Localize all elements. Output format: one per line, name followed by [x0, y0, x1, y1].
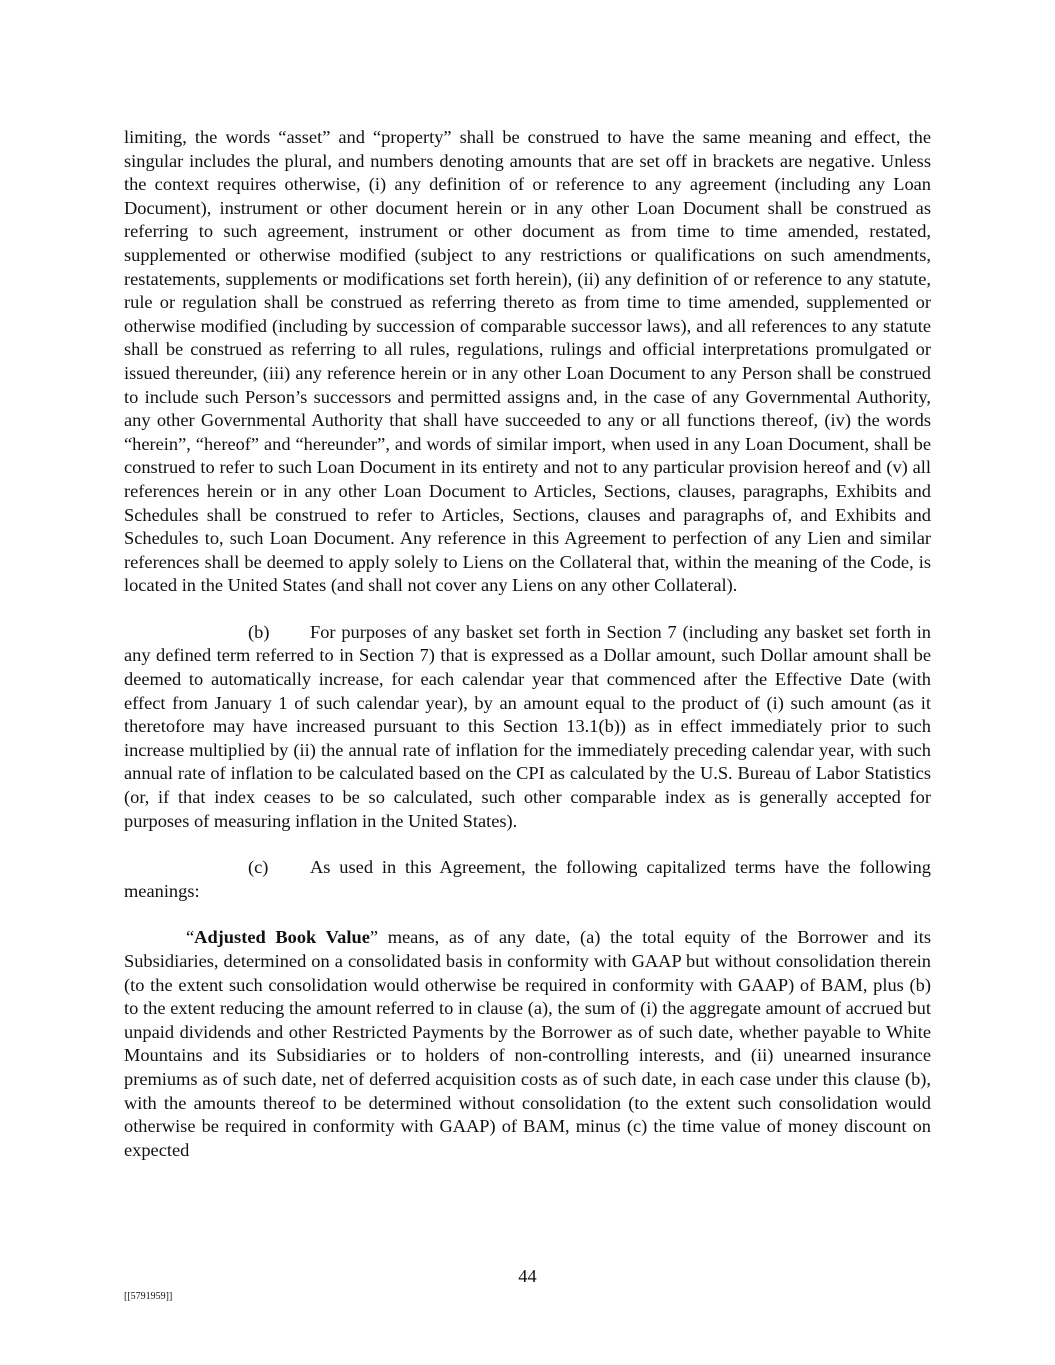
definition-adjusted-book-value — [124, 926, 931, 1162]
page-number: 44 — [518, 1266, 537, 1286]
paragraph-continued: limiting, the words “asset” and “property” shall be construed to have the same meaning and effect, the singular includes the plural, and numbers denoting amounts that are set off in brackets are negative. Unless the context requires otherwise, (i) any definition of or reference to any agreement (including any Loan Document), instrument or other document herein or in any other Loan Document shall be construed as referring to such agreement, instrument or other document as from time to time amended, restated, supplemented or otherwise modified (subject to any restrictions or qualifications on such amendments, restatements, supplements or modifications set forth herein), (ii) any definition of or reference to any statute, rule or regulation shall be construed as referring thereto as from time to time amended, supplemented or otherwise modified (including by succession of comparable successor laws), and all references to any statute shall be construed as referring to all rules, regulations, rulings and official interpretations promulgated or issued thereunder, (iii) any reference herein or in any other Loan Document to any Person shall be construed to include such Person’s successors and permitted assigns and, in the case of any Governmental Authority, any other Governmental Authority that shall have succeeded to any or all functions thereof, (iv) the words “herein”, “hereof” and “hereunder”, and words of similar import, when used in any Loan Document, shall be construed to refer to such Loan Document in its entirety and not to any particular provision hereof and (v) all references herein or in any other Loan Document to Articles, Sections, clauses, paragraphs, Exhibits and Schedules shall be construed to refer to Articles, Sections, clauses and paragraphs of, and Exhibits and Schedules to, such Loan Document. Any reference in this Agreement to perfection of any Lien and similar references shall be deemed to apply solely to Liens on the Collateral that, within the meaning of the Code, is located in the United States (and shall not cover any Liens on any other Collateral). — [124, 127, 931, 596]
paragraph-b — [124, 621, 931, 833]
document-id: [[5791959]] — [124, 1291, 173, 1302]
paragraph-c-marker: (c) — [248, 857, 269, 878]
definition-open-quote: “ — [186, 927, 195, 948]
defined-term: Adjusted Book Value — [194, 927, 370, 948]
paragraph-c — [124, 856, 931, 903]
document-body — [124, 126, 931, 1162]
paragraph-b-text: For purposes of any basket set forth in Section 7 (including any basket set forth in any defined term referred to in Section 7) that is expressed as a Dollar amount, such Dollar amount shall be deemed to automatically increase, for each calendar year that commenced after the Effective Date (with effect from January 1 of such calendar year), by an amount equal to the product of (i) such amount (as it theretofore may have increased pursuant to this Section 13.1(b)) as in effect immediately prior to such increase multiplied by (ii) the annual rate of inflation for the immediately preceding calendar year, with such annual rate of inflation to be calculated based on the CPI as calculated by the U.S. Bureau of Labor Statistics (or, if that index ceases to be so calculated, such other comparable index as is generally accepted for purposes of measuring inflation in the United States). — [124, 621, 931, 831]
paragraph-c-text: As used in this Agreement, the following capitalized terms have the following meanings: — [124, 857, 931, 901]
definition-text: ” means, as of any date, (a) the total equity of the Borrower and its Subsidiaries, determined on a consolidated basis in conformity with GAAP but without consolidation therein (to the extent such consolidation would otherwise be required in conformity with GAAP) of BAM, plus (b) to the extent reducing the amount referred to in clause (a), the sum of (i) the aggregate amount of accrued but unpaid dividends and other Restricted Payments by the Borrower as of such date, whether payable to White Mountains and its Subsidiaries or to holders of non-controlling interests, and (ii) unearned insurance premiums as of such date, net of deferred acquisition costs as of such date, in each case under this clause (b), with the amounts thereof to be determined without consolidation (to the extent such consolidation would otherwise be required in conformity with GAAP) of BAM, minus (c) the time value of money discount on expected — [124, 927, 931, 1160]
paragraph-b-marker: (b) — [248, 621, 270, 642]
